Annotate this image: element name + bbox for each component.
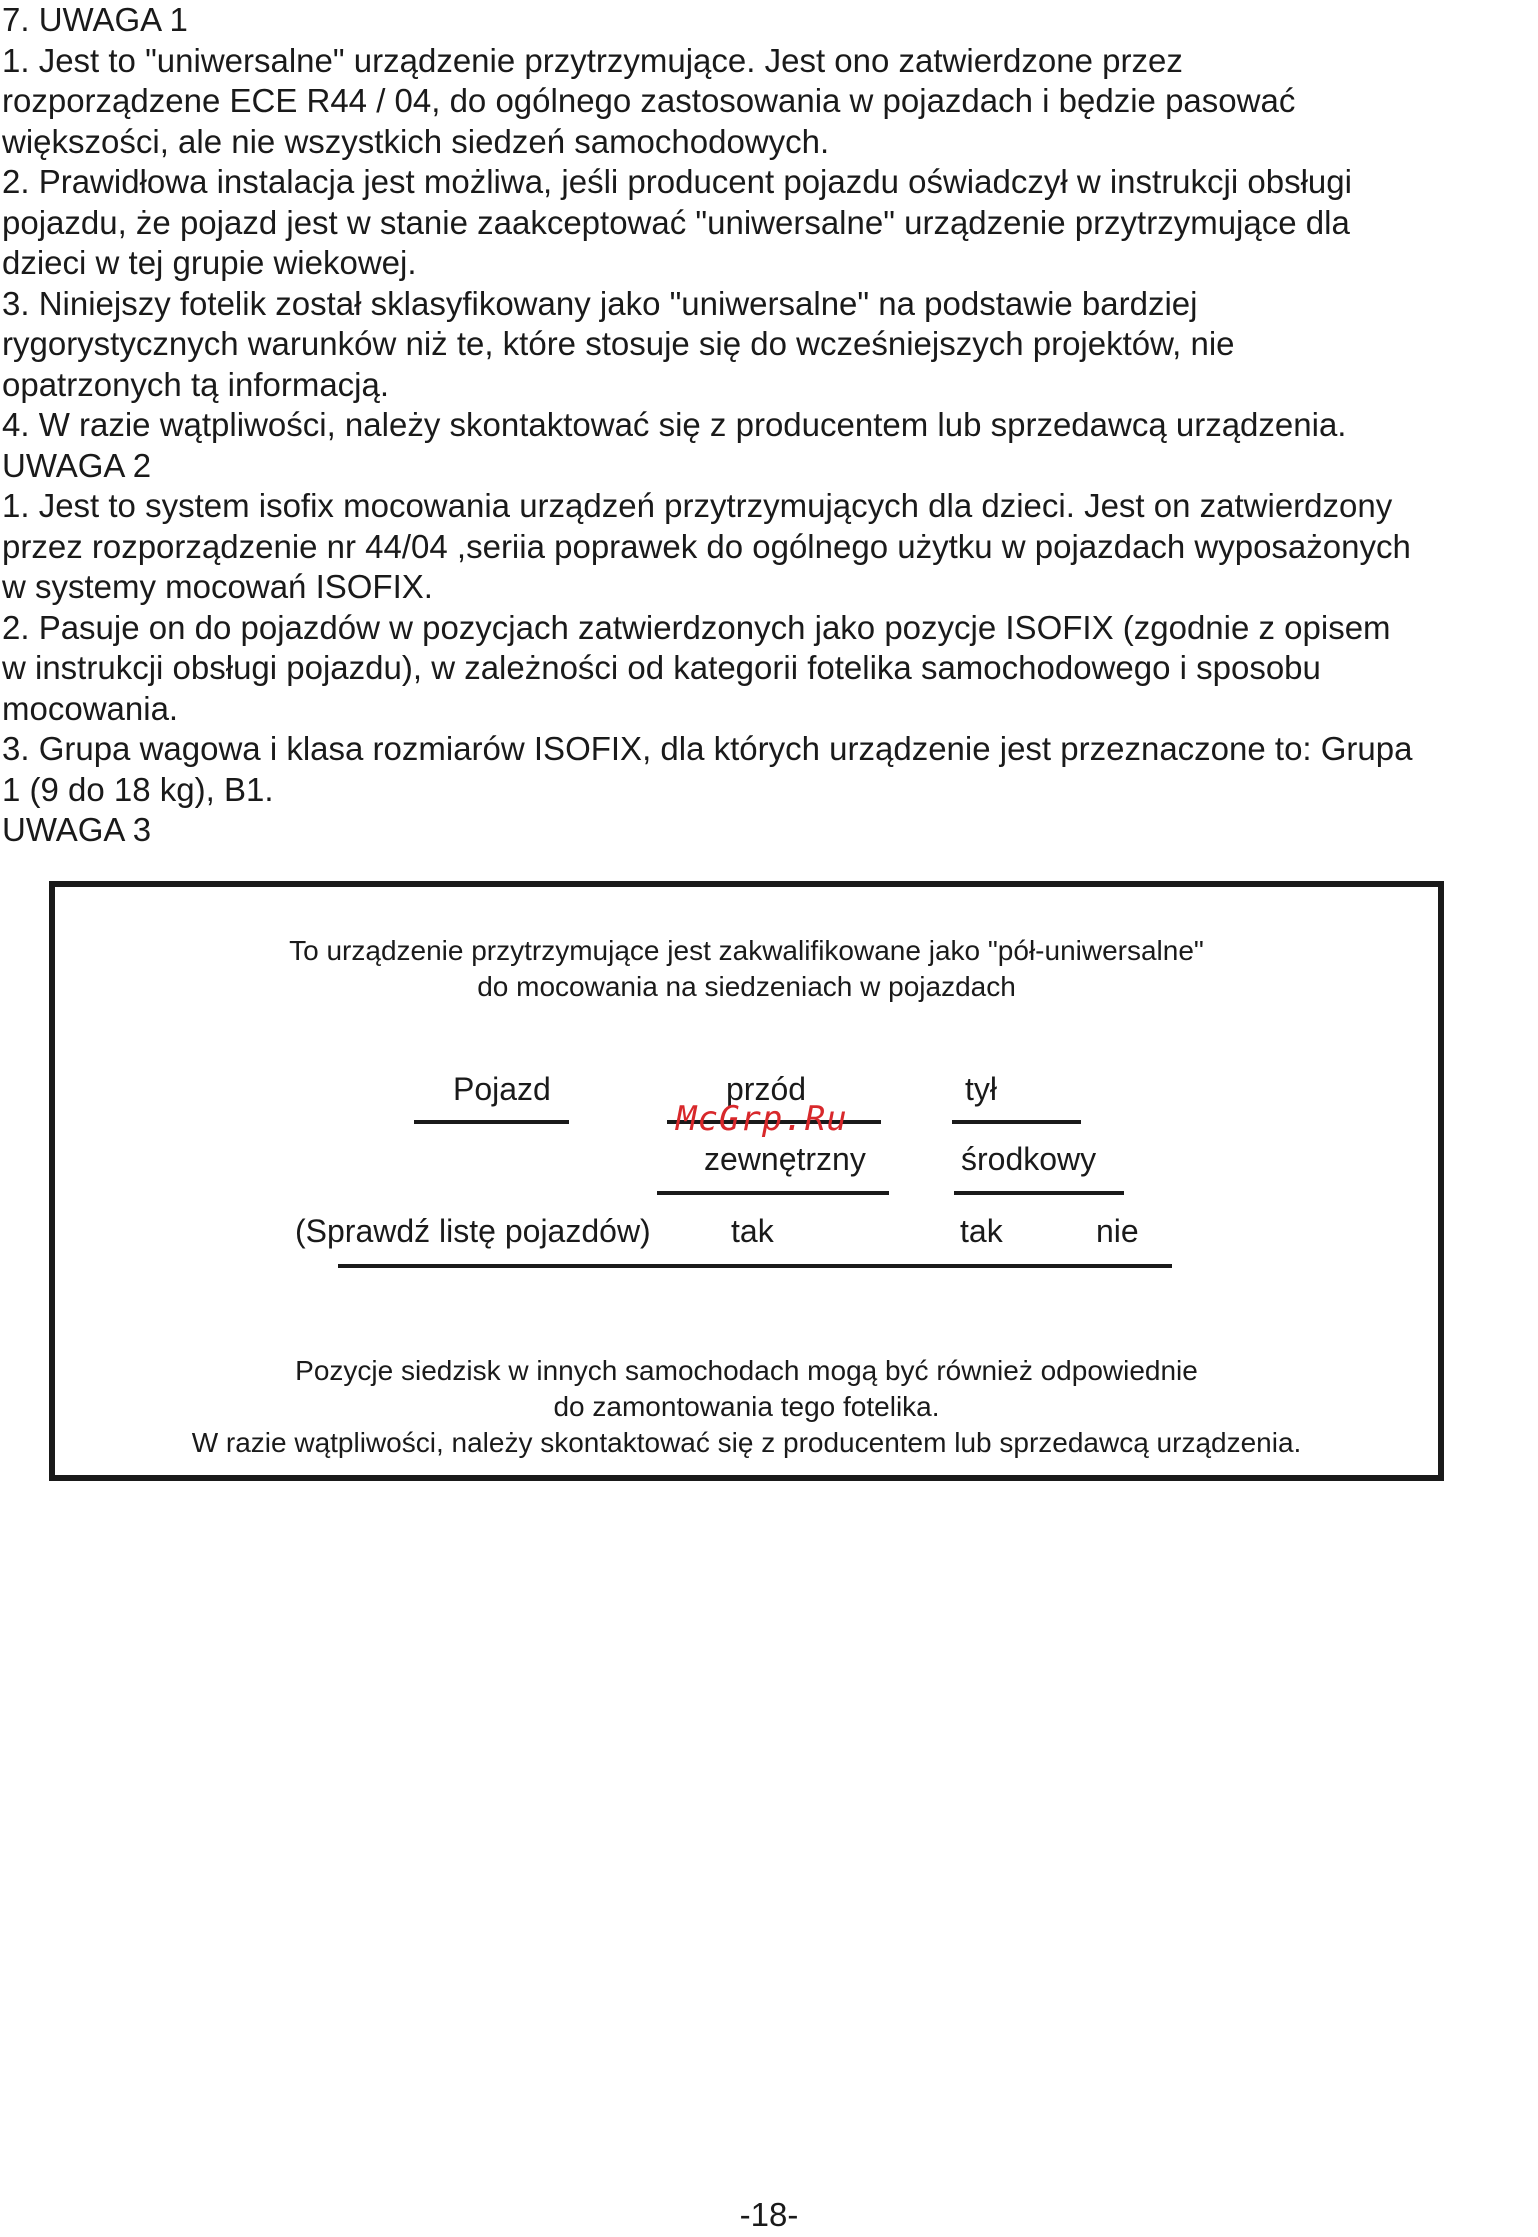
heading-uwaga-1: 7. UWAGA 1 [2, 1, 188, 38]
page-number: -18- [739, 2196, 799, 2233]
middle-underline [954, 1191, 1124, 1195]
value-rear-outer: tak [960, 1213, 1003, 1249]
text-line: mocowania. [2, 689, 179, 727]
text-line: 2. Pasuje on do pojazdów w pozycjach zatwierdzonych jako pozycje ISOFIX (zgodnie z opisem [2, 608, 1391, 646]
footer-line-2: do zamontowania tego fotelika. [553, 1391, 940, 1422]
sub-middle-label: środkowy [961, 1141, 1097, 1177]
sub-outer-label: zewnętrzny [704, 1141, 866, 1177]
value-rear-middle: nie [1096, 1213, 1139, 1249]
intro-line-2: do mocowania na siedzeniach w pojazdach [477, 971, 1016, 1002]
rear-underline [952, 1120, 1081, 1124]
heading-uwaga-2: UWAGA 2 [2, 446, 152, 484]
text-line: 1. Jest to system isofix mocowania urządzeń przytrzymujących dla dzieci. Jest on zatwierdzony [2, 487, 1393, 524]
text-line: 1 (9 do 18 kg), B1. [2, 770, 274, 808]
vehicle-underline [414, 1120, 569, 1124]
text-line: 3. Grupa wagowa i klasa rozmiarów ISOFIX, dla których urządzenie jest przeznaczone to: Grupa [2, 730, 1413, 767]
footer-line-3: W razie wątpliwości, należy skontaktować się z producentem lub sprzedawcą urządzenia. [191, 1427, 1302, 1458]
text-line: 4. W razie wątpliwości, należy skontaktować się z producentem lub sprzedawcą urządzenia. [2, 406, 1347, 443]
text-line: dzieci w tej grupie wiekowej. [2, 244, 417, 281]
text-line: 3. Niniejszy fotelik został sklasyfikowany jako "uniwersalne" na podstawie bardziej [2, 284, 1198, 322]
text-line: w systemy mocowań ISOFIX. [2, 568, 433, 605]
col-vehicle-label: Pojazd [453, 1071, 551, 1107]
value-front-outer: tak [731, 1213, 774, 1249]
row-underline [338, 1264, 1172, 1268]
text-line: rygorystycznych warunków niż te, które stosuje się do wcześniejszych projektów, nie [2, 325, 1235, 362]
text-line: 1. Jest to "uniwersalne" urządzenie przytrzymujące. Jest ono zatwierdzone przez [2, 41, 1183, 79]
col-rear-label: tył [965, 1071, 997, 1107]
footer-line-1: Pozycje siedzisk w innych samochodach mogą być również odpowiednie [295, 1355, 1198, 1386]
outer-underline [657, 1191, 889, 1195]
text-line: pojazdu, że pojazd jest w stanie zaakceptować "uniwersalne" urządzenie przytrzymujące dla [2, 203, 1350, 241]
watermark: McGrp.Ru [676, 1099, 848, 1139]
notes-text [2, 0, 1536, 851]
text-line: w instrukcji obsługi pojazdu), w zależności od kategorii fotelika samochodowego i sposobu [2, 649, 1321, 686]
check-vehicle-list-label: (Sprawdź listę pojazdów) [295, 1213, 651, 1249]
col-front-label: przód [726, 1071, 807, 1107]
text-line: opatrzonych tą informacją. [2, 365, 390, 403]
text-line: przez rozporządzenie nr 44/04 ,seriia poprawek do ogólnego użytku w pojazdach wyposażonych [2, 527, 1411, 565]
text-line: rozporządzene ECE R44 / 04, do ogólnego zastosowania w pojazdach i będzie pasować [2, 82, 1296, 119]
text-line: 2. Prawidłowa instalacja jest możliwa, jeśli producent pojazdu oświadczył w instrukcji obsługi [2, 163, 1352, 200]
intro-line-1: To urządzenie przytrzymujące jest zakwalifikowane jako "pół-uniwersalne" [289, 935, 1204, 966]
text-line: większości, ale nie wszystkich siedzeń samochodowych. [2, 122, 830, 160]
heading-uwaga-3: UWAGA 3 [2, 811, 152, 848]
semi-universal-notice-box [49, 881, 1444, 1481]
